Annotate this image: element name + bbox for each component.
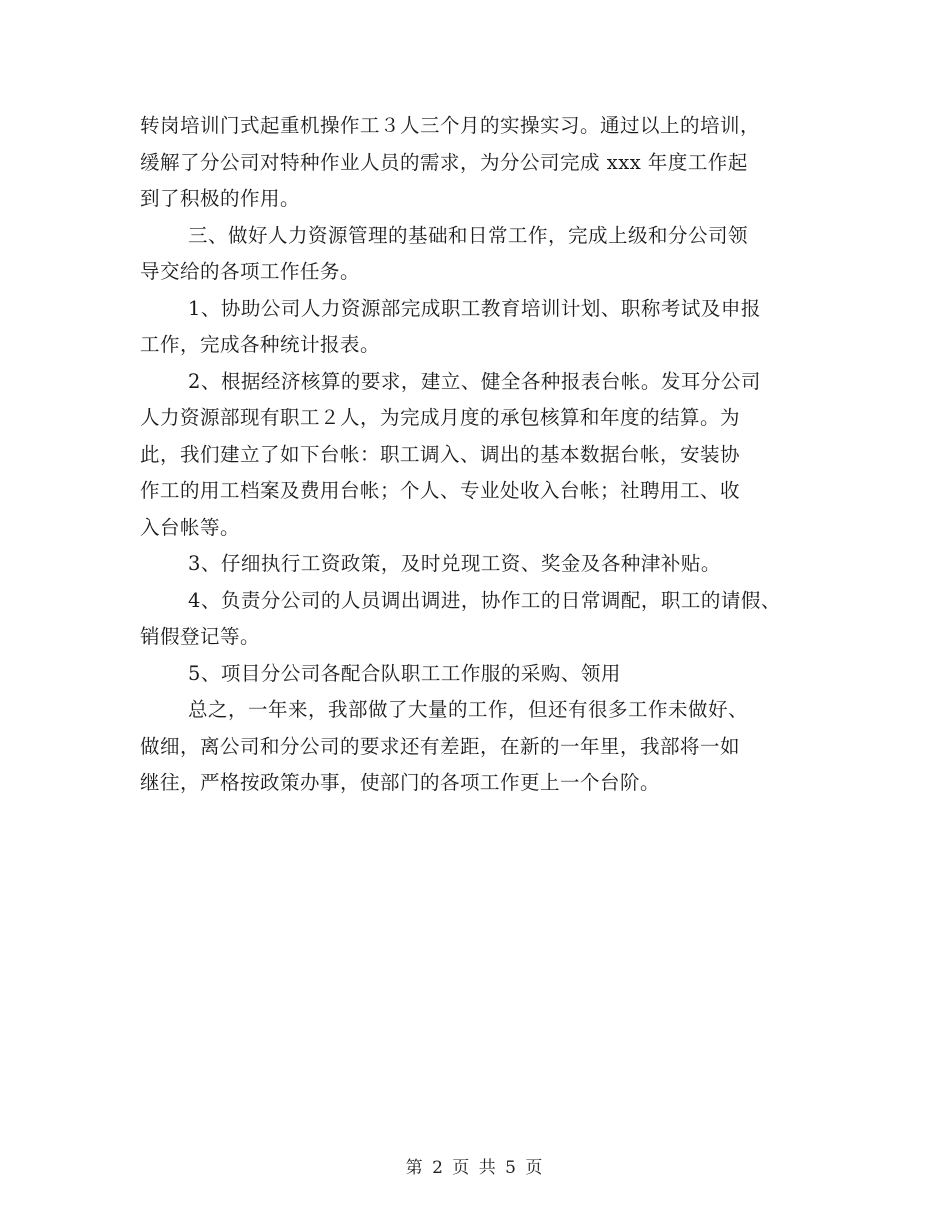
- text-line: 1、协助公司人力资源部完成职工教育培训计划、职称考试及申报: [188, 296, 761, 320]
- text-line: 销假登记等。: [140, 625, 261, 648]
- text-line: 3、仔细执行工资政策，及时兑现工资、奖金及各种津补贴。: [188, 552, 721, 575]
- text-line: 5、项目分公司各配合队职工工作服的采购、领用: [188, 661, 621, 685]
- text-line: 人力资源部现有职工２人，为完成月度的承包核算和年度的结算。为: [140, 406, 741, 429]
- text-line: 作工的用工档案及费用台帐；个人、专业处收入台帐；社聘用工、收: [140, 479, 741, 502]
- text-line: 总之，一年来，我部做了大量的工作，但还有很多工作未做好、: [188, 698, 749, 721]
- document-body: [140, 108, 830, 802]
- text-line: 导交给的各项工作任务。: [140, 260, 361, 283]
- text-line: 转岗培训门式起重机操作工３人三个月的实操实习。通过以上的培训，: [140, 114, 761, 137]
- text-line: 到了积极的作用。: [140, 187, 301, 210]
- text-line: 工作，完成各种统计报表。: [140, 333, 381, 356]
- text-line: 此，我们建立了如下台帐：职工调入、调出的基本数据台帐，安装协: [140, 442, 741, 466]
- text-line: 缓解了分公司对特种作业人员的需求，为分公司完成 xxx 年度工作起: [140, 150, 748, 174]
- text-line: 入台帐等。: [140, 515, 241, 539]
- text-line: 2、根据经济核算的要求，建立、健全各种报表台帐。发耳分公司: [188, 369, 761, 393]
- text-line: 4、负责分公司的人员调出调进，协作工的日常调配，职工的请假、: [188, 588, 781, 612]
- page-number: 第 2 页 共 5 页: [405, 1158, 545, 1178]
- text-line: 三、做好人力资源管理的基础和日常工作，完成上级和分公司领: [188, 223, 749, 247]
- text-line: 继往，严格按政策办事，使部门的各项工作更上一个台阶。: [140, 771, 661, 794]
- text-line: 做细，离公司和分公司的要求还有差距，在新的一年里，我部将一如: [140, 734, 741, 758]
